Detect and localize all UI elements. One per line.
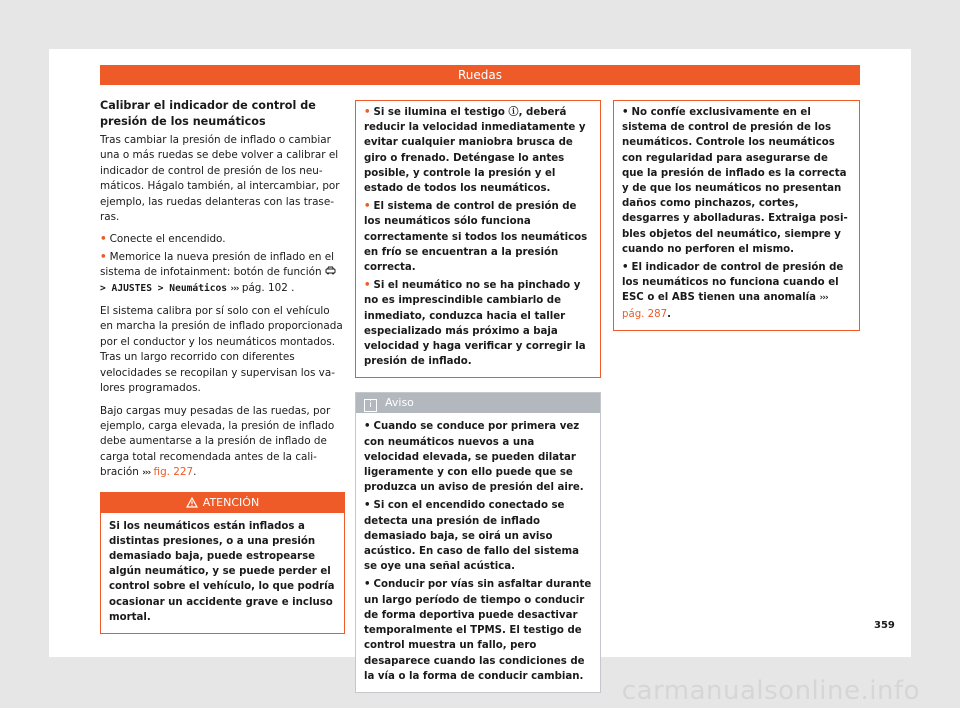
section-title: Calibrar el indicador de control de presión de los neumáticos: [100, 99, 316, 128]
notice-list: [364, 419, 592, 683]
warning-item: [364, 199, 592, 275]
reference-arrows: ›››: [819, 293, 828, 304]
warning-title: ATENCIÓN: [202, 495, 260, 509]
bullet-icon: •: [100, 233, 107, 246]
calibration-paragraph: El sistema calibra por sí solo con el vehículo en marcha la presión de inflado proporcionada por el conductor y los neumáticos montados. Tras un largo recorrido con diferentes velocidades se recopilan y supervisan los valores programados.: [100, 305, 343, 395]
reference-arrows: ›››: [230, 283, 239, 294]
warning-item: [622, 105, 851, 257]
watermark-text: carmanualsonline.info: [621, 676, 920, 706]
step-item: • Memorice la nueva presión de inflado en el sistema de infotainment: botón de función > AJUSTES > Neumáticos ››› pág. 102 .: [100, 250, 335, 294]
intro-paragraph: Tras cambiar la presión de inflado o cambiar una o más ruedas se debe volver a calibrar el indicador de control de presión de los neumáticos. Hágalo también, al intercambiar, por ejemplo, las ruedas delanteras con las traseras.: [100, 134, 340, 224]
notice-box: [355, 392, 601, 692]
warning-item-text: El indicador de control de presión de los neumáticos no funciona cuando el ESC o el ABS tienen una anomalía: [622, 262, 844, 304]
step-item: [100, 232, 345, 247]
warning-text: Si los neumáticos están inflados a distintas presiones, o a una presión demasiado baja, puede estropearse algún neumático, y se puede perder el control sobre el vehículo, lo que podría ocasionar un accidente grave e incluso mortal.: [109, 520, 335, 623]
page-reference-link[interactable]: pág. 287: [622, 308, 668, 320]
notice-header: [356, 393, 600, 413]
car-menu-icon: [325, 266, 336, 278]
bullet-icon: •: [622, 107, 629, 118]
column-right: [613, 98, 860, 331]
notice-item-text: Cuando se conduce por primera vez con neumáticos nuevos a una velocidad elevada, se pueden dilatar ligeramente y con ello puede que se produzca un aviso de presión del aire.: [364, 421, 584, 494]
bullet-icon: •: [364, 421, 371, 433]
warning-continued-box: [613, 100, 860, 331]
bullet-icon: •: [100, 250, 107, 263]
warning-list: [364, 105, 592, 369]
info-icon: i: [364, 399, 377, 412]
notice-item-text: Si con el encendido conectado se detecta una presión de inflado demasiado baja, se oirá un aviso acústico. En caso de fallo del sistema se oye una señal acústica.: [364, 500, 580, 573]
warning-item-text: No confíe exclusivamente en el sistema de control de presión de los neumáticos. Controle los neumáticos con regularidad para asegurarse de que la presión de inflado es la correcta y de que los neumáticos no presentan daños como pinchazos, cortes, desgarres y abolladuras. Extraiga posibles objetos del neumático, siempre y cuando no perforen el mismo.: [622, 107, 848, 255]
section-header: Ruedas: [100, 65, 860, 85]
warning-item-text: Si se ilumina el testigo ⓘ, deberá reducir la velocidad inmediatamente y evitar cualquier maniobra brusca de giro o frenado. Deténgase lo antes posible, y controle la presión y el estado de todos los neumáticos.: [364, 107, 586, 195]
figure-reference-link[interactable]: fig. 227: [153, 466, 194, 479]
notice-title: Aviso: [385, 396, 414, 410]
page-reference-link[interactable]: pág. 102: [241, 281, 288, 294]
bullet-icon: •: [622, 262, 629, 274]
menu-path: > AJUSTES > Neumáticos: [100, 282, 228, 294]
warning-item: [364, 105, 592, 196]
warning-item: • El indicador de control de presión de los neumáticos no funciona cuando el ESC o el ABS tienen una anomalía ››› pág. 287.: [622, 262, 844, 320]
load-paragraph: Bajo cargas muy pesadas de las ruedas, por ejemplo, carga elevada, la presión de inflado debe aumentarse a la presión de inflado de carga total recomendada antes de la calibración ››› fig. 227.: [100, 404, 335, 479]
notice-item: [364, 577, 592, 683]
bullet-icon: •: [364, 107, 371, 118]
warning-list: [622, 105, 851, 322]
warning-item-text: Si el neumático no se ha pinchado y no es imprescindible cambiarlo de inmediato, conduzca hacia el taller especializado más próximo a baja velocidad y haga verificar y corregir la presión de inflado.: [364, 280, 586, 368]
warning-item: [364, 278, 592, 369]
bullet-icon: •: [364, 280, 371, 292]
warning-continued-box: [355, 100, 601, 378]
warning-item-text: El sistema de control de presión de los neumáticos sólo funciona correctamente si todos los neumáticos en frío se encuentran a la presión correcta.: [364, 201, 588, 274]
step-text: Memorice la nueva presión de inflado en el sistema de infotainment: botón de función: [100, 250, 335, 279]
warning-triangle-icon: [186, 495, 198, 515]
bullet-icon: •: [364, 201, 371, 213]
column-middle: [355, 98, 601, 693]
notice-item: [364, 419, 592, 495]
load-text: Bajo cargas muy pesadas de las ruedas, por ejemplo, carga elevada, la presión de inflado debe aumentarse a la presión de inflado de carga total recomendada antes de la calibración: [100, 404, 335, 479]
reference-arrows: ›››: [142, 468, 151, 479]
bullet-icon: •: [364, 579, 371, 591]
notice-item-text: Conducir por vías sin asfaltar durante un largo período de tiempo o conducir de forma deportiva puede desactivar temporalmente el TPMS. El testigo de control muestra un fallo, pero desaparece cuando las condiciones de la vía o la forma de conducir cambian.: [364, 579, 592, 682]
warning-header: [101, 493, 344, 513]
bullet-icon: •: [364, 500, 371, 512]
page-number: 359: [874, 620, 895, 631]
column-left: [100, 98, 345, 634]
warning-box: [100, 492, 345, 634]
step-text: Conecte el encendido.: [109, 233, 226, 246]
watermark: [0, 676, 960, 708]
notice-item: [364, 498, 592, 574]
